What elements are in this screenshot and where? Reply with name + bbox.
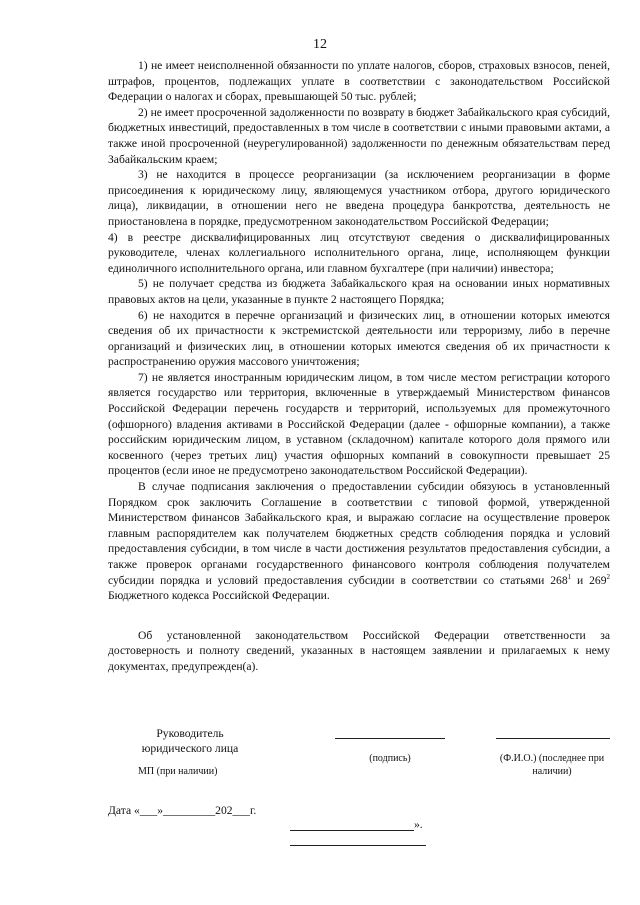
- signature-line: [335, 738, 445, 739]
- page-number: 12: [313, 37, 327, 52]
- consent-sup-1: 1: [567, 572, 572, 581]
- fio-line: [496, 738, 610, 739]
- fio-caption: (Ф.И.О.) (последнее при наличии): [499, 753, 605, 777]
- consent-paragraph: [108, 479, 610, 604]
- consent-text-after: Бюджетного кодекса Российской Федерации.: [108, 589, 330, 603]
- item-4: 4) в реестре дисквалифицированных лиц отсутствуют сведения о дисквалифицированных руководителе, членах коллегиального исполнительного органа, лице, исполняющем функции единоличного исполнительного органа, или главном бухгалтере (при наличии) инвестора;: [108, 230, 610, 275]
- consent-text-before: В случае подписания заключения о предоставлении субсидии обязуюсь в установленный Порядком срок заключить Соглашение в соответствии с типовой формой, утвержденной Министерством финансов Забайкальского края, и выражаю согласие на осуществление проверок главным распорядителем как получателем бюджетных средств соблюдения порядка и условий предоставления субсидии, в том числе в части достижения результатов предоставления субсидии, а также проверок органами государственного финансового контроля соблюдения получателем субсидии порядка и условий предоставления субсидии в соответствии со статьями 268: [108, 480, 610, 587]
- consent-sup-2: 2: [606, 572, 610, 581]
- head-label-line1: Руководитель: [156, 727, 224, 740]
- date-line-1: [290, 830, 414, 831]
- stamp-label: МП (при наличии): [138, 766, 218, 777]
- date-line-2: [290, 845, 426, 846]
- item-7: 7) не является иностранным юридическим лицом, в том числе местом регистрации которого является государство или территория, включенные в утверждаемый Министерством финансов Российской Федерации перечень государств и территорий, используемых для промежуточного (офшорного) владения активами в Российской Федерации (далее - офшорные компании), а также российским юридическим лицом, в уставном (складочном) капитале которого доля прямого или косвенного (через третьих лиц) участия офшорных компаний в совокупности превышает 25 процентов (если иное не предусмотрено законодательством Российской Федерации).: [108, 370, 610, 478]
- head-label-line2: юридического лица: [141, 742, 239, 755]
- item-1: 1) не имеет неисполненной обязанности по уплате налогов, сборов, страховых взносов, пеней, штрафов, процентов, подлежащих уплате в соответствии с законодательством Российской Федерации о налогах и сборах, превышающей 50 тыс. рублей;: [108, 59, 610, 104]
- item-2: 2) не имеет просроченной задолженности по возврату в бюджет Забайкальского края субсидий, бюджетных инвестиций, предоставленных в том числе в соответствии с иными правовыми актами, а также иной просроченной (неурегулированной) задолженности по денежным обязательствам перед Забайкальским краем;: [108, 105, 610, 166]
- item-3: 3) не находится в процессе реорганизации (за исключением реорганизации в форме присоединения к юридическому лицу, являющемуся участником отбора, другого юридического лица), ликвидации, в отношении него не введена процедура банкротства, деятельность не приостановлена в порядке, предусмотренном законодательством Российской Федерации;: [108, 168, 610, 228]
- signature-caption: (подпись): [369, 753, 411, 764]
- date-closing: ».: [414, 818, 423, 831]
- date-field: Дата «___»_________202___г.: [108, 804, 257, 817]
- consent-text-mid: и 269: [571, 573, 607, 587]
- document-body: [108, 58, 610, 675]
- item-6: 6) не находится в перечне организаций и физических лиц, в отношении которых имеются сведения об их причастности к экстремистской деятельности или терроризму, либо в перечне организаций и физических лиц, в отношении которых имеются сведения об их причастности к распространению оружия массового уничтожения;: [108, 308, 610, 369]
- responsibility-paragraph: Об установленной законодательством Российской Федерации ответственности за достоверность и полноту сведений, указанных в настоящем заявлении и прилагаемых к нему документах, предупрежден(а).: [108, 628, 610, 673]
- item-5: 5) не получает средства из бюджета Забайкальского края на основании иных нормативных правовых актов на цели, указанные в пункте 2 настоящего Порядка;: [108, 277, 610, 306]
